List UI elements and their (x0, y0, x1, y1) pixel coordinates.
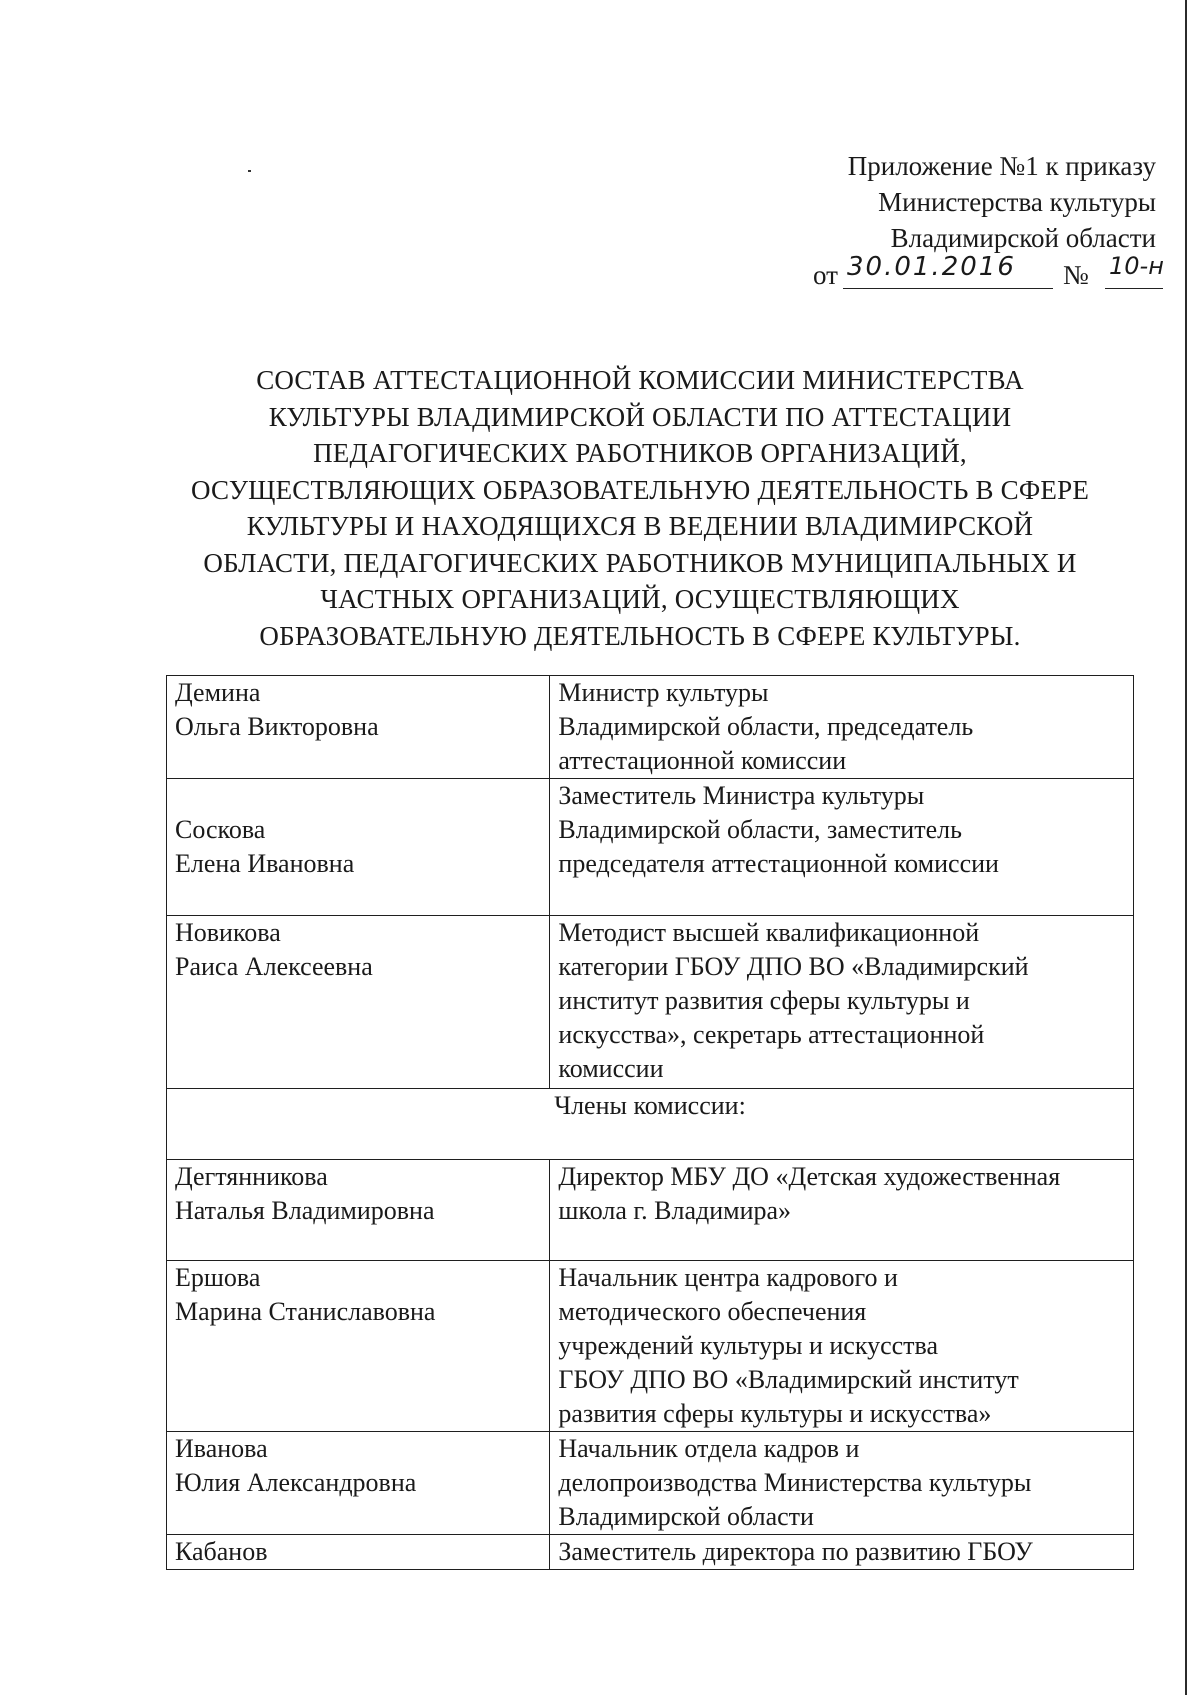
role-line: категории ГБОУ ДПО ВО «Владимирский (558, 952, 1029, 981)
member-name-cell (167, 1261, 550, 1432)
member-role-cell (550, 916, 1134, 1089)
member-surname: Демина (175, 678, 261, 707)
role-line: аттестационной комиссии (558, 746, 847, 775)
title-line: ПЕДАГОГИЧЕСКИХ РАБОТНИКОВ ОРГАНИЗАЦИЙ, (313, 438, 967, 468)
member-given-name: Ольга Викторовна (175, 712, 379, 741)
table-row (167, 916, 1134, 1089)
title-line: ОБРАЗОВАТЕЛЬНУЮ ДЕЯТЕЛЬНОСТЬ В СФЕРЕ КУЛЬТУРЫ. (259, 620, 1021, 651)
member-role-cell (550, 1160, 1134, 1261)
member-given-name: Елена Ивановна (175, 849, 355, 878)
number-sign: № (1063, 260, 1089, 290)
title-line: ЧАСТНЫХ ОРГАНИЗАЦИЙ, ОСУЩЕСТВЛЯЮЩИХ (320, 584, 960, 614)
table-row (167, 676, 1134, 779)
role-line: методического обеспечения (558, 1297, 867, 1326)
order-number-handwritten: 10-н (1109, 252, 1164, 280)
table-row (167, 1261, 1134, 1432)
role-line: институт развития сферы культуры и (558, 986, 970, 1015)
role-line: Владимирской области, заместитель (558, 815, 962, 844)
title-line: КУЛЬТУРЫ И НАХОДЯЩИХСЯ В ВЕДЕНИИ ВЛАДИМИРСКОЙ (246, 511, 1034, 541)
role-line: Директор МБУ ДО «Детская художественная (558, 1162, 1061, 1191)
member-name-cell (167, 779, 550, 916)
role-line: Владимирской области, председатель (558, 712, 974, 741)
role-line: делопроизводства Министерства культуры (558, 1468, 1032, 1497)
member-surname: Соскова (175, 815, 266, 844)
member-given-name: Раиса Алексеевна (175, 952, 373, 981)
order-reference (813, 254, 1173, 294)
page-edge-line (1185, 0, 1187, 1695)
member-surname: Новикова (175, 918, 281, 947)
member-name-cell (167, 676, 550, 779)
order-prefix: от (813, 260, 838, 290)
role-line: председателя аттестационной комиссии (558, 849, 999, 878)
member-role-cell (550, 676, 1134, 779)
table-row (167, 1160, 1134, 1261)
member-surname: Кабанов (175, 1537, 268, 1566)
member-name-cell (167, 916, 550, 1089)
table-row (167, 779, 1134, 916)
member-given-name: Марина Станиславовна (175, 1297, 436, 1326)
table-row (167, 1432, 1134, 1535)
table-row (167, 1089, 1134, 1160)
appendix-line-3: Владимирской области (890, 223, 1156, 253)
member-surname: Ершова (175, 1263, 261, 1292)
member-role-cell (550, 1535, 1134, 1570)
member-role-cell (550, 1261, 1134, 1432)
role-line: искусства», секретарь аттестационной (558, 1020, 985, 1049)
role-line: школа г. Владимира» (558, 1196, 792, 1225)
order-date-handwritten: 30.01.2016 (847, 252, 1016, 282)
member-given-name: Юлия Александровна (175, 1468, 417, 1497)
role-line: ГБОУ ДПО ВО «Владимирский институт (558, 1365, 1019, 1394)
role-line: Владимирской области (558, 1502, 814, 1531)
role-line: Заместитель директора по развитию ГБОУ (558, 1537, 1033, 1566)
member-role-cell (550, 1432, 1134, 1535)
member-name-cell (167, 1432, 550, 1535)
role-line: Методист высшей квалификационной (558, 918, 980, 947)
title-line: ОСУЩЕСТВЛЯЮЩИХ ОБРАЗОВАТЕЛЬНУЮ ДЕЯТЕЛЬНОСТЬ В СФЕРЕ (190, 474, 1090, 505)
scan-speck (248, 170, 251, 172)
member-given-name: Наталья Владимировна (175, 1196, 435, 1225)
document-title (160, 362, 1120, 654)
role-line: Министр культуры (558, 678, 769, 707)
members-heading-cell (167, 1089, 1134, 1160)
appendix-header (848, 148, 1156, 256)
appendix-line-2: Министерства культуры (878, 187, 1156, 217)
table-row (167, 1535, 1134, 1570)
role-line: Заместитель Министра культуры (558, 781, 925, 810)
member-role-cell (550, 779, 1134, 916)
member-name-cell (167, 1535, 550, 1570)
member-surname: Дегтянникова (175, 1162, 328, 1191)
member-surname: Иванова (175, 1434, 268, 1463)
role-line: Начальник отдела кадров и (558, 1434, 860, 1463)
role-line: Начальник центра кадрового и (558, 1263, 898, 1292)
role-line: комиссии (558, 1054, 664, 1083)
role-line: развития сферы культуры и искусства» (558, 1399, 992, 1428)
member-name-cell (167, 1160, 550, 1261)
role-line: учреждений культуры и искусства (558, 1331, 938, 1360)
members-heading: Члены комиссии: (554, 1091, 746, 1120)
appendix-line-1: Приложение №1 к приказу (847, 151, 1156, 181)
title-line: ОБЛАСТИ, ПЕДАГОГИЧЕСКИХ РАБОТНИКОВ МУНИЦИПАЛЬНЫХ И (203, 547, 1077, 578)
title-line: СОСТАВ АТТЕСТАЦИОННОЙ КОМИССИИ МИНИСТЕРСТВА (256, 365, 1024, 395)
title-line: КУЛЬТУРЫ ВЛАДИМИРСКОЙ ОБЛАСТИ ПО АТТЕСТАЦИИ (268, 401, 1012, 432)
commission-table (166, 675, 1134, 1570)
